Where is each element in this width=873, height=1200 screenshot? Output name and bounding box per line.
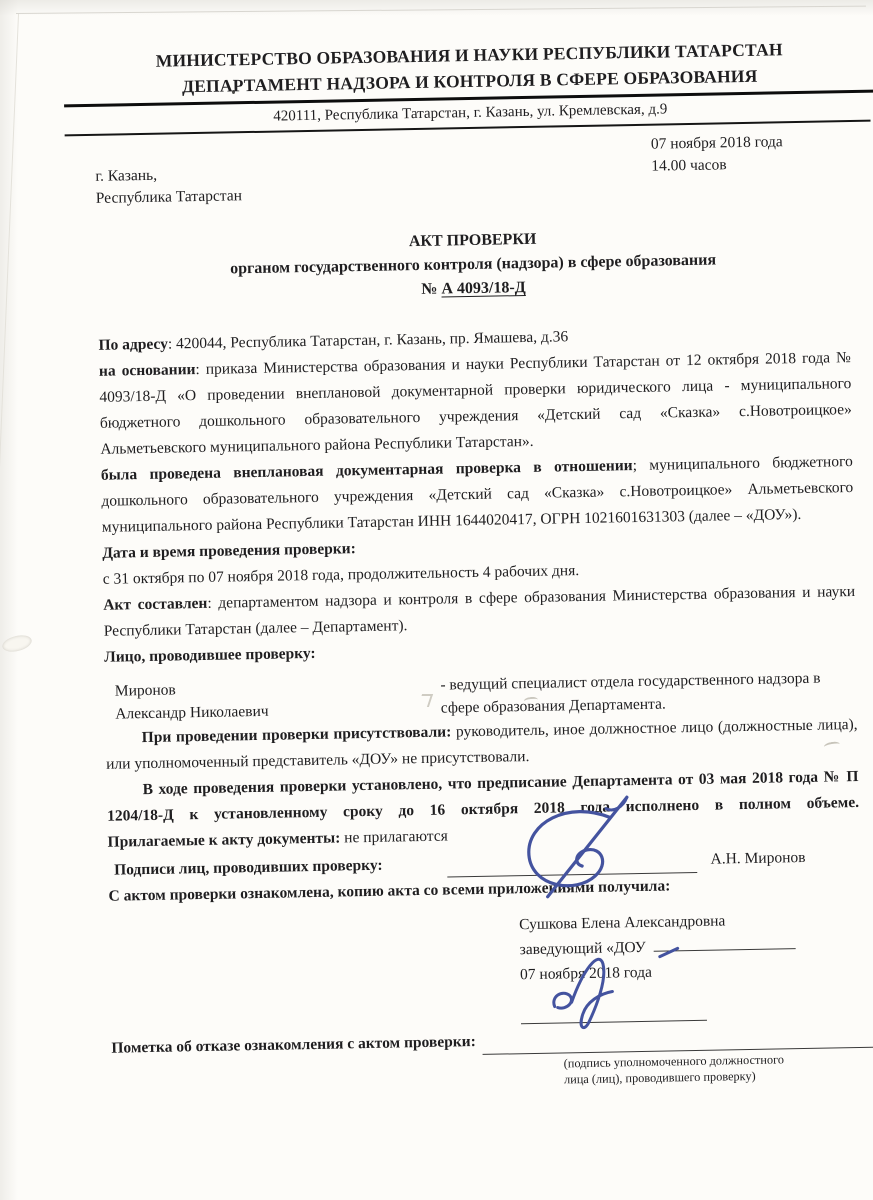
basis-value: : приказа Министерства образования и науки Республики Татарстан от 12 октября 2018 года № 4093/18-Д «О проведении внеплановой документарной проверки юридического лица - муниципального бюджетного дошкольного образовательного учреждения «Детский сад «Сказка» с.Новотроицкое» Альметьевского муниципального района Республики Татарстан». bbox=[99, 349, 852, 458]
place-block bbox=[95, 163, 242, 210]
paper-edge-left bbox=[0, 14, 19, 673]
letterhead bbox=[93, 35, 846, 136]
recipient-block bbox=[519, 906, 863, 1024]
paragraph-conclusion: В ходе проведения проверки установлено, что предписание Департамента от 03 мая 2018 года № П 1204/18-Д к установленному сроку до 16 октября 2018 года исполнено в полном объеме. bbox=[106, 767, 860, 825]
recipient-signature bbox=[541, 938, 693, 1037]
inspector-name-block bbox=[105, 674, 441, 726]
paper-edge-top bbox=[16, 6, 866, 14]
presence-value: руководитель, иное должностное лицо (должностные лица), или уполномоченный представитель «ДОУ» не присутствовали. bbox=[106, 715, 858, 773]
inspector-surname: Миронов bbox=[114, 681, 176, 700]
inspector-role: - ведущий специалист отдела государственного надзора в сфере образования Департамента. bbox=[440, 669, 821, 717]
act-composed-value: : департаментом надзора и контроля в сфере образования Министерства образования и науки Республики Татарстан (далее – Департамент). bbox=[103, 583, 856, 640]
datetime-heading: Дата и время проведения проверки: bbox=[102, 540, 356, 562]
recipient-name: Сушкова Елена Александровна bbox=[519, 912, 726, 934]
refusal-caption-line1: (подпись уполномоченного должностного bbox=[563, 1052, 785, 1071]
inspector-heading: Лицо, проводившее проверку: bbox=[104, 644, 316, 666]
address-value: : 420044, Республика Татарстан, г. Казань, пр. Ямашева, д.36 bbox=[167, 328, 569, 353]
address-label: По адресу bbox=[98, 335, 169, 354]
paragraph-check bbox=[101, 449, 854, 541]
place-city: г. Казань, bbox=[95, 166, 158, 185]
department-name: ДЕПАРТАМЕНТ НАДЗОРА И КОНТРОЛЯ В СФЕРЕ ОБРАЗОВАНИЯ bbox=[181, 65, 758, 97]
signature-line bbox=[446, 852, 696, 878]
act-text bbox=[98, 319, 864, 1096]
paragraph-basis bbox=[99, 345, 853, 463]
check-value: ; муниципального бюджетного дошкольного образовательного учреждения «Детский сад «Сказка» с.Новотроицкое» Альметьевского муниципального района Республики Татарстан ИНН 1644020417, ОГРН 1021601631303 (далее – «ДОУ»). bbox=[101, 453, 854, 536]
document-body bbox=[93, 35, 864, 1096]
document-time: 14.00 часов bbox=[651, 156, 727, 175]
attachments-value: не прилагаются bbox=[340, 827, 448, 847]
letterhead-address: 420111, Республика Татарстан, г. Казань, ул. Кремлевская, д.9 bbox=[273, 101, 668, 125]
document-date: 07 ноября 2018 года bbox=[650, 133, 783, 153]
refusal-label: Пометка об отказе ознакомления с актом проверки: bbox=[111, 1033, 476, 1057]
title-authority: органом государственного контроля (надзора) в сфере образования bbox=[229, 251, 717, 278]
signature-line bbox=[520, 984, 707, 1024]
ministry-name: МИНИСТЕРСТВО ОБРАЗОВАНИЯ И НАУКИ РЕСПУБЛИКИ ТАТАРСТАН bbox=[155, 39, 783, 71]
inspector-given-name: Александр Николаевич bbox=[115, 702, 269, 723]
acknowledgment-label: С актом проверки ознакомлена, копию акта со всеми приложениями получила: bbox=[108, 877, 671, 905]
doc-number: А 4093/18-Д bbox=[441, 279, 526, 298]
presence-label: При проведении проверки присутствовали: bbox=[141, 723, 452, 747]
check-label: была проведена внеплановая документарная проверка в отношении bbox=[100, 457, 633, 484]
date-place-row bbox=[95, 130, 848, 210]
place-region: Республика Татарстан bbox=[95, 187, 243, 207]
title-act: АКТ ПРОВЕРКИ bbox=[408, 230, 537, 251]
act-composed-label: Акт составлен bbox=[103, 594, 208, 614]
punch-hole-mark bbox=[1, 633, 34, 655]
refusal-caption bbox=[564, 1050, 865, 1087]
doc-number-prefix: № bbox=[421, 280, 442, 298]
datetime-text: с 31 октября по 07 ноября 2018 года, продолжительность 4 рабочих дня. bbox=[102, 562, 580, 588]
inspector-sign-name: А.Н. Миронов bbox=[710, 848, 806, 868]
document-title bbox=[96, 222, 849, 308]
recipient-date: 07 ноября 2018 года bbox=[519, 963, 653, 984]
refusal-caption-line2: лица (лиц), проводившего проверку) bbox=[563, 1068, 756, 1087]
recipient-role: заведующий «ДОУ bbox=[519, 938, 646, 959]
inspector-signature bbox=[497, 794, 677, 899]
basis-label: на основании bbox=[98, 361, 196, 380]
signatures-label: Подписи лиц, проводивших проверку: bbox=[113, 856, 383, 879]
datetime-block bbox=[651, 130, 848, 200]
attachments-label: Прилагаемые к акту документы: bbox=[107, 829, 341, 851]
